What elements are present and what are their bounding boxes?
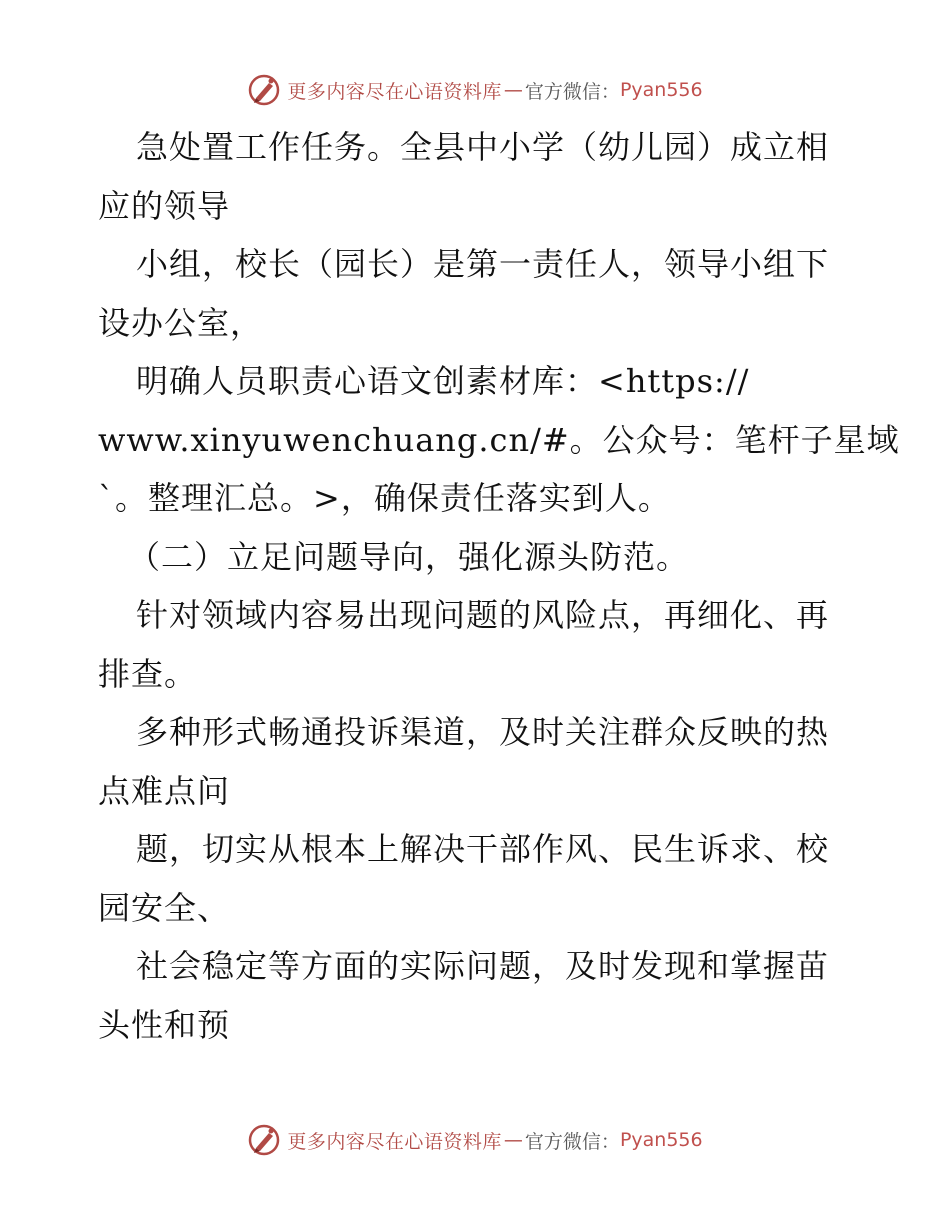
body-line-5: 明确人员职责心语文创素材库：<https:// xyxy=(136,362,750,400)
pen-logo-icon xyxy=(247,73,281,107)
footer-wechat-label: 官方微信： xyxy=(524,1130,620,1153)
section-heading: （二）立足问题导向，强化源头防范。 xyxy=(128,537,690,576)
body-line-7: `。整理汇总。>，确保责任落实到人。 xyxy=(98,479,671,517)
header-site-text: 更多内容尽在心语资料库 xyxy=(287,80,502,103)
footer-wechat-id: Pyan556 xyxy=(619,1129,703,1151)
header-wechat-label: 官方微信： xyxy=(524,80,620,103)
body-line-11: 多种形式畅通投诉渠道，及时关注群众反映的热 xyxy=(136,713,830,751)
body-line-12: 点难点问 xyxy=(98,771,231,810)
footer-separator: — xyxy=(503,1129,523,1151)
body-line-16: 头性和预 xyxy=(98,1005,231,1044)
pen-logo-icon xyxy=(247,1123,281,1157)
body-line-15: 社会稳定等方面的实际问题，及时发现和掌握苗 xyxy=(136,947,830,985)
body-line-4: 设办公室， xyxy=(98,303,264,342)
body-line-14: 园安全、 xyxy=(98,888,231,927)
body-line-13: 题，切实从根本上解决干部作风、民生诉求、校 xyxy=(136,830,830,868)
document-body xyxy=(98,118,900,1054)
body-line-3: 小组，校长（园长）是第一责任人，领导小组下 xyxy=(136,245,830,283)
footer-site-text: 更多内容尽在心语资料库 xyxy=(287,1130,502,1153)
body-line-6: www.xinyuwenchuang.cn/#。公众号：笔杆子星域 xyxy=(98,420,900,459)
body-line-1: 急处置工作任务。全县中小学（幼儿园）成立相 xyxy=(136,128,830,166)
body-line-10: 排查。 xyxy=(98,654,198,693)
header-separator: — xyxy=(503,79,523,101)
body-line-9: 针对领域内容易出现问题的风险点，再细化、再 xyxy=(136,596,830,634)
footer-banner xyxy=(0,1120,950,1160)
header-banner xyxy=(0,70,950,110)
header-wechat-id: Pyan556 xyxy=(619,79,703,101)
body-line-2: 应的领导 xyxy=(98,186,231,225)
